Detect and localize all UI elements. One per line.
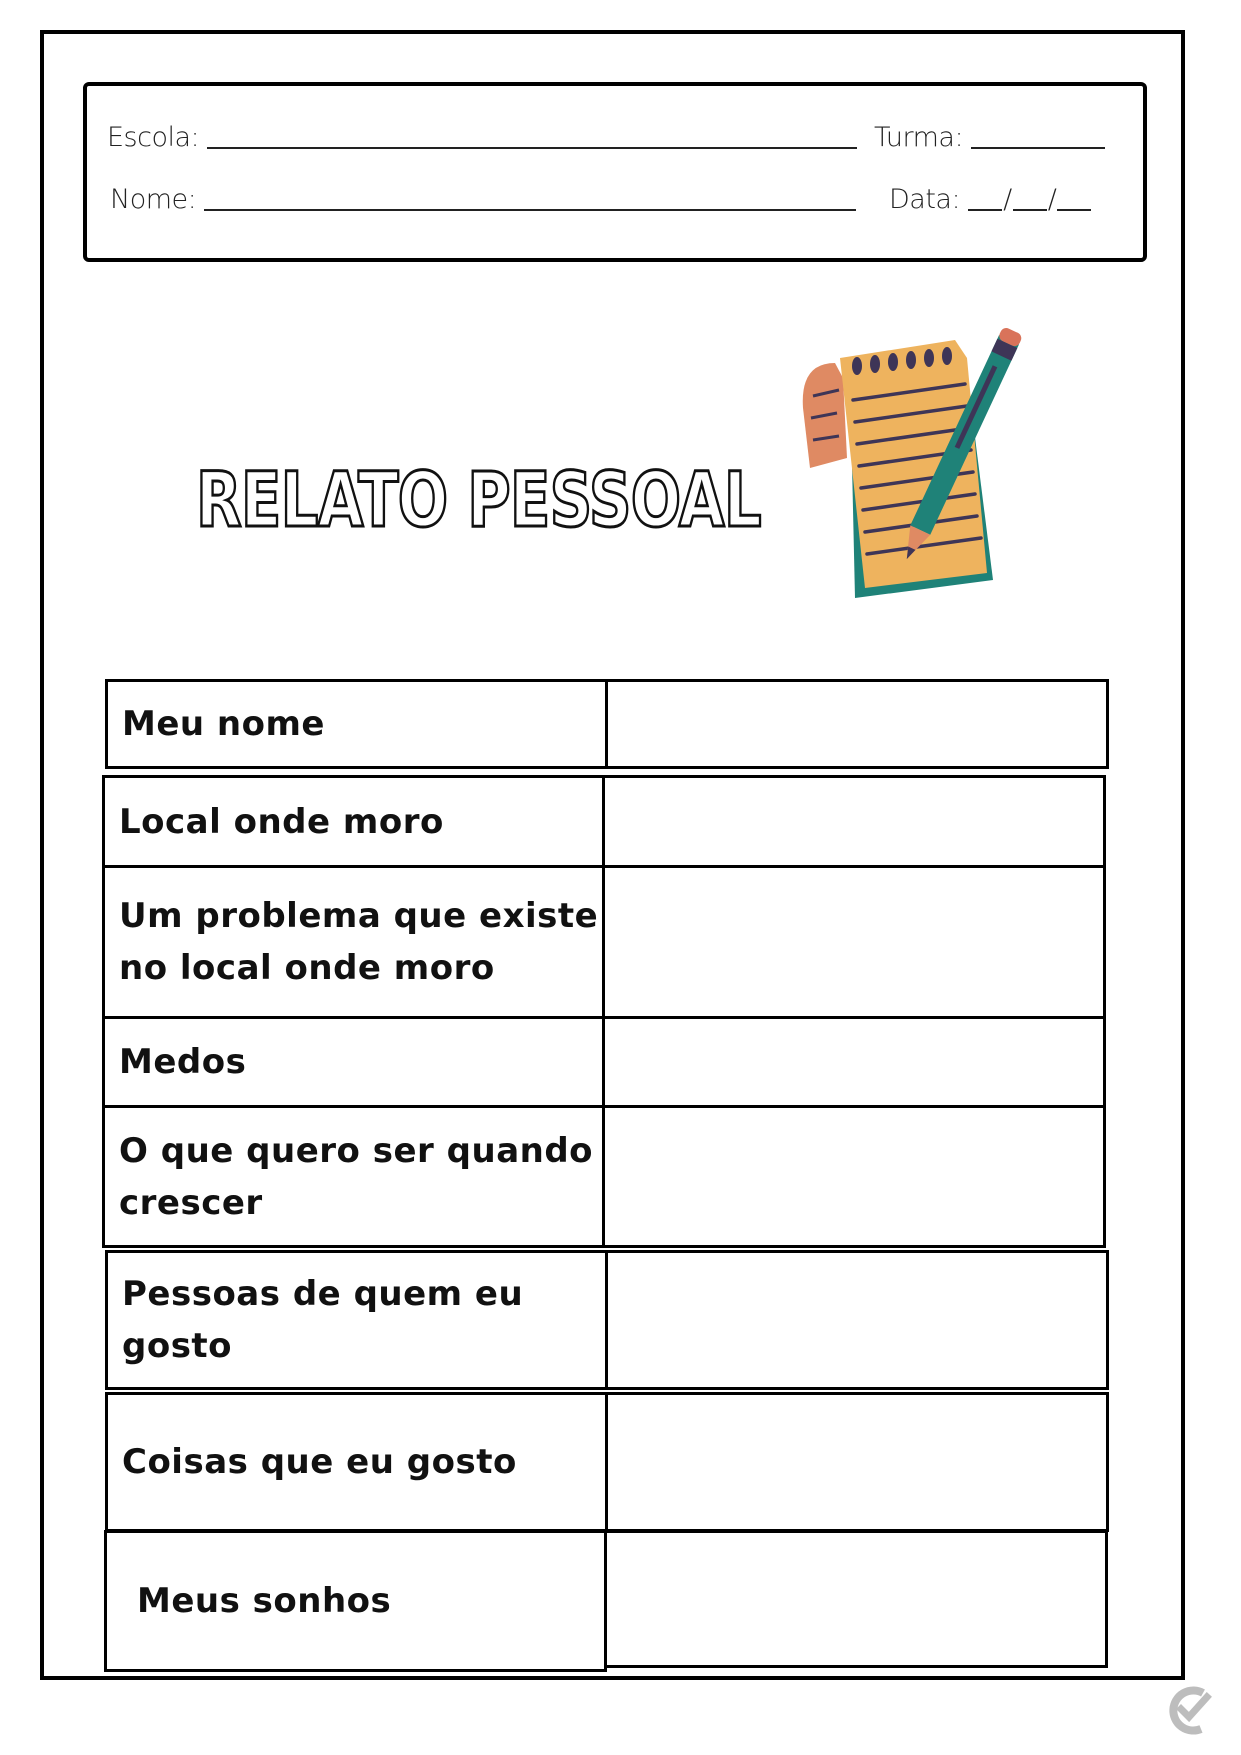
row-label: Um problema que existe no local onde moro	[102, 865, 605, 1019]
row-label: Local onde moro	[102, 775, 605, 868]
nome-input-line[interactable]	[204, 208, 856, 211]
row-label: Medos	[102, 1016, 605, 1108]
answer-cell-coisas[interactable]	[608, 1392, 1109, 1532]
row-label: Meus sonhos	[104, 1530, 607, 1672]
row-label: Pessoas de quem eu gosto	[105, 1250, 608, 1390]
nome-label: Nome:	[110, 184, 197, 215]
month-input-line[interactable]	[1013, 209, 1047, 211]
student-info-box	[83, 82, 1147, 262]
answer-cell-meu-nome[interactable]	[608, 679, 1109, 769]
answer-cell-futuro[interactable]	[605, 1105, 1106, 1248]
table-row	[102, 1016, 1106, 1108]
answer-cell-problema[interactable]	[605, 865, 1106, 1019]
row-label: Meu nome	[105, 679, 608, 769]
year-input-line[interactable]	[1057, 209, 1091, 211]
table-row	[102, 775, 1106, 868]
row-label: Coisas que eu gosto	[105, 1392, 608, 1532]
answer-cell-local[interactable]	[605, 775, 1106, 868]
escola-field[interactable]	[107, 122, 857, 153]
data-label: Data:	[889, 184, 961, 215]
nome-field[interactable]	[110, 184, 856, 215]
escola-label: Escola:	[107, 122, 200, 153]
turma-label: Turma:	[874, 122, 964, 153]
date-separator: /	[1047, 184, 1057, 215]
turma-field[interactable]	[874, 122, 1105, 153]
table-row	[105, 1392, 1109, 1532]
check-logo-icon	[1165, 1685, 1215, 1735]
answer-cell-pessoas[interactable]	[608, 1250, 1109, 1390]
table-row	[102, 865, 1106, 1019]
escola-input-line[interactable]	[207, 146, 857, 149]
date-separator: /	[1003, 184, 1012, 215]
row-label: O que quero ser quando crescer	[102, 1105, 605, 1248]
table-row	[105, 679, 1109, 769]
turma-input-line[interactable]	[971, 146, 1105, 149]
answer-cell-sonhos[interactable]	[607, 1530, 1108, 1668]
notepad-with-pencil-icon	[795, 318, 1040, 598]
table-row	[105, 1250, 1109, 1390]
table-row	[104, 1530, 1108, 1672]
data-field[interactable]	[889, 184, 1091, 215]
page-title: RELATO PESSOAL	[196, 455, 761, 544]
day-input-line[interactable]	[968, 209, 1002, 211]
answer-cell-medos[interactable]	[605, 1016, 1106, 1108]
table-row	[102, 1105, 1106, 1248]
